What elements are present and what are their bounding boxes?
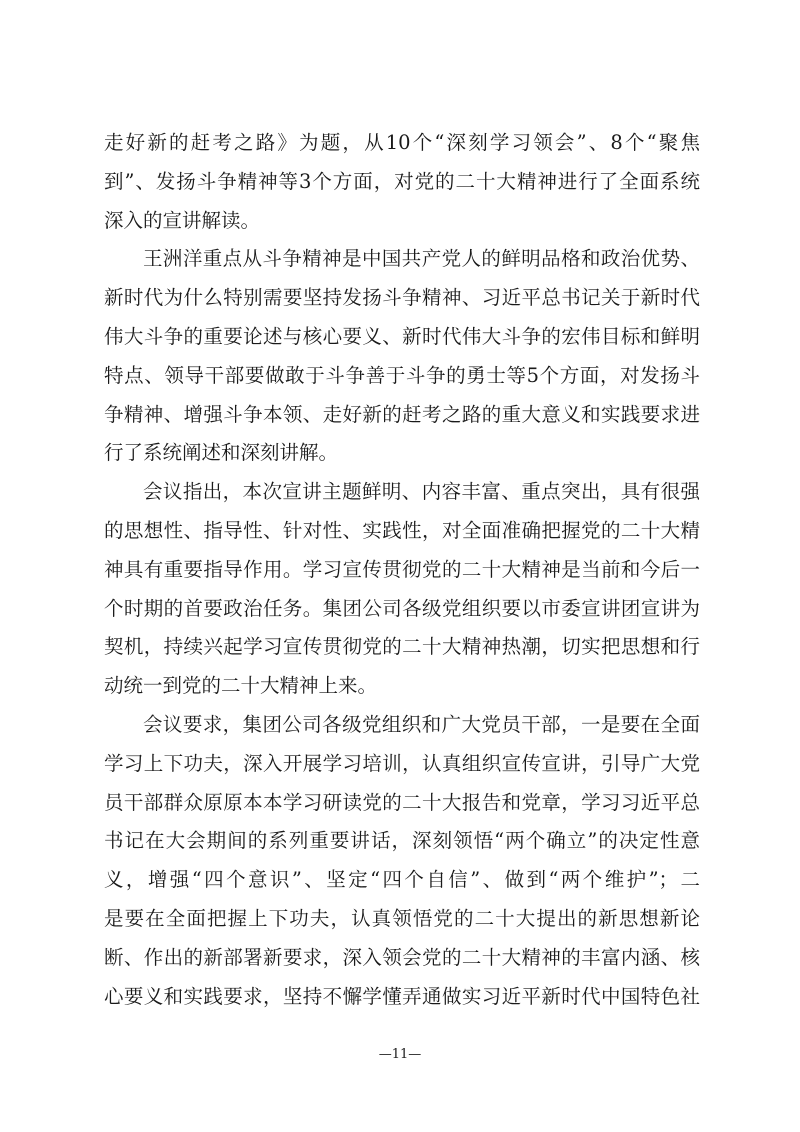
text-line: 会议指出，本次宣讲主题鲜明、内容丰富、重点突出，具有很强 bbox=[143, 480, 700, 504]
page-number: —11— bbox=[378, 1047, 422, 1062]
text-line: 学习上下功夫，深入开展学习培训，认真组织宣传宣讲，引导广大党 bbox=[104, 751, 700, 775]
text-line: 走好新的赶考之路》为题，从10个“深刻学习领会”、8个“聚焦 bbox=[104, 131, 700, 154]
text-line: 行了系统阐述和深刻讲解。 bbox=[104, 441, 339, 465]
text-line: 争精神、增强斗争本领、走好新的赶考之路的重大意义和实践要求进 bbox=[104, 402, 700, 426]
text-line: 新时代为什么特别需要坚持发扬斗争精神、习近平总书记关于新时代 bbox=[104, 286, 700, 310]
paragraph bbox=[104, 240, 700, 473]
body-text bbox=[104, 124, 700, 1016]
text-line: 动统一到党的二十大精神上来。 bbox=[104, 674, 378, 698]
text-line: 到”、发扬斗争精神等3个方面，对党的二十大精神进行了全面系统 bbox=[104, 169, 700, 193]
text-line: 王洲洋重点从斗争精神是中国共产党人的鲜明品格和政治优势、 bbox=[143, 247, 700, 271]
text-line: 契机，持续兴起学习宣传贯彻党的二十大精神热潮，切实把思想和行 bbox=[104, 635, 700, 659]
text-line: 书记在大会期间的系列重要讲话，深刻领悟“两个确立”的决定性意 bbox=[104, 829, 700, 853]
paragraph bbox=[104, 473, 700, 706]
text-line: 会议要求，集团公司各级党组织和广大党员干部，一是要在全面 bbox=[143, 712, 700, 736]
text-line: 神具有重要指导作用。学习宣传贯彻党的二十大精神是当前和今后一 bbox=[104, 557, 700, 581]
text-line: 义，增强“四个意识”、坚定“四个自信”、做到“两个维护”；二 bbox=[104, 868, 700, 892]
text-line: 特点、领导干部要做敢于斗争善于斗争的勇士等5个方面，对发扬斗 bbox=[104, 363, 700, 387]
text-line: 深入的宣讲解读。 bbox=[104, 208, 261, 232]
text-line: 是要在全面把握上下功夫，认真领悟党的二十大提出的新思想新论 bbox=[104, 906, 700, 930]
text-line: 心要义和实践要求，坚持不懈学懂弄通做实习近平新时代中国特色社 bbox=[104, 984, 700, 1008]
text-line: 个时期的首要政治任务。集团公司各级党组织要以市委宣讲团宣讲为 bbox=[104, 596, 700, 620]
paragraph bbox=[104, 706, 700, 1016]
text-line: 的思想性、指导性、针对性、实践性，对全面准确把握党的二十大精 bbox=[104, 518, 700, 542]
paragraph bbox=[104, 124, 700, 240]
text-line: 伟大斗争的重要论述与核心要义、新时代伟大斗争的宏伟目标和鲜明 bbox=[104, 324, 700, 348]
text-line: 员干部群众原原本本学习研读党的二十大报告和党章，学习习近平总 bbox=[104, 790, 700, 814]
text-line: 断、作出的新部署新要求，深入领会党的二十大精神的丰富内涵、核 bbox=[104, 945, 700, 969]
